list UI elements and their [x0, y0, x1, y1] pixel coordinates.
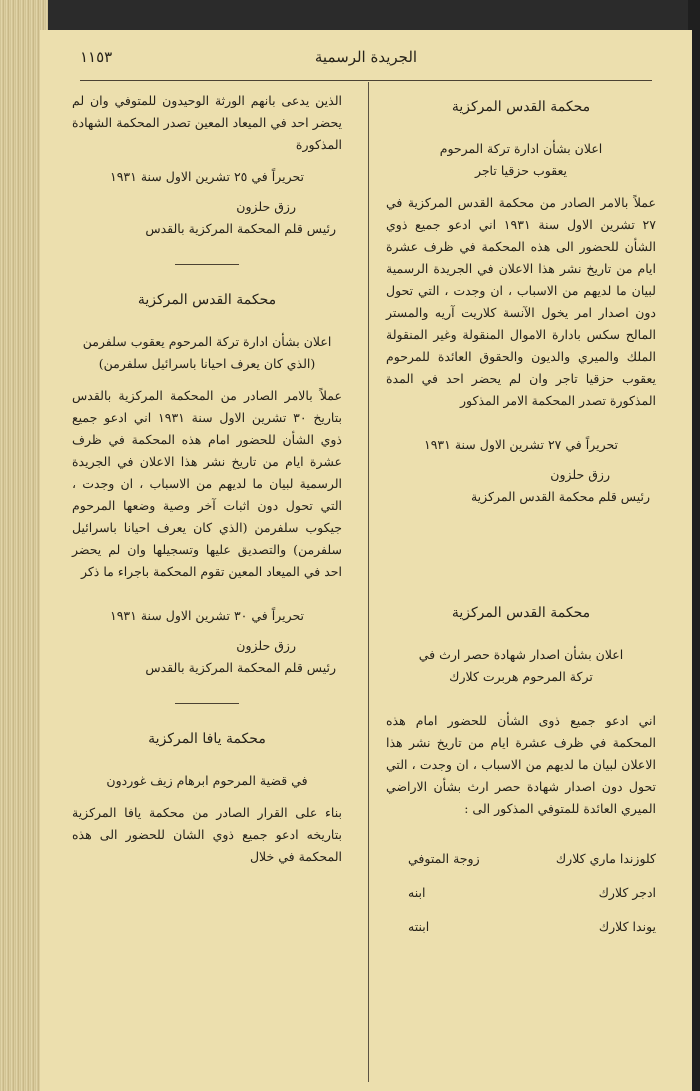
- heir-name: كلوزندا ماري كلارك: [555, 851, 656, 866]
- notice2-subtitle-2: تركة المرحوم هربرت كلارك: [449, 669, 593, 684]
- notice3-signer-title: رئيس قلم المحكمة المركزية بالقدس: [145, 660, 336, 675]
- notice2-body: اني ادعو جميع ذوى الشأن للحضور امام هذه المحكمة في ظرف عشرة ايام من تاريخ نشر هذا الاعلان لبيان ما لديهم من الاسباب ، ان وجدت ، التي تحول دون اصدار شهادة حصر ارث بشأن الاراضي الميري العائدة للمتوفي المذكور الى :: [386, 713, 656, 816]
- notice4-court: محكمة يافا المركزية: [148, 731, 266, 747]
- continuation-signer-title: رئيس قلم المحكمة المركزية بالقدس: [145, 221, 336, 236]
- page-header: [80, 46, 652, 76]
- table-row: [386, 910, 656, 944]
- notice3-subtitle-2: (الذي كان يعرف احيانا باسرائيل سلفرمن): [98, 356, 316, 371]
- notice4-subtitle: في قضية المرحوم ابرهام زيف غوردون: [106, 773, 308, 788]
- notice3-body: عملاً بالامر الصادر من المحكمة المركزية بالقدس بتاريخ ٣٠ تشرين الاول سنة ١٩٣١ اني ادعو جميع ذوي الشأن للحضور امام هذه المحكمة في ظرف عشرة ايام من تاريخ نشر هذا الاعلان في الجريدة الرسمية لبيان ما لديهم من الاسباب ، ان وجدت ، التي تحول دون اثبات آخر وصية وضعها المرحوم جيكوب سلفرمن (الذي كان يعرف احيانا باسرائيل سلفرمن) والتصديق عليها وتسجيلها وان لم يحضر احد في الميعاد المعين تقوم المحكمة باجراء ما ذكر: [72, 388, 342, 579]
- continuation-text: الذين يدعى بانهم الورثة الوحيدون للمتوفي وان لم يحضر احد في الميعاد المعين تصدر المحكمة الشهادة المذكورة: [72, 93, 342, 152]
- notice1-signer-title: رئيس قلم محكمة القدس المركزية: [470, 489, 650, 504]
- notice2-court: محكمة القدس المركزية: [451, 605, 591, 621]
- separator-rule: [175, 264, 239, 265]
- notice3-subtitle-1: اعلان بشأن ادارة تركة المرحوم يعقوب سلفرمن: [82, 334, 332, 349]
- heirs-table: [386, 842, 656, 944]
- table-row: [386, 876, 656, 910]
- notice1-signer-name: رزق حلزون: [550, 467, 610, 482]
- notice3-signer-name: رزق حلزون: [236, 638, 296, 653]
- notice2-subtitle-1: اعلان بشأن اصدار شهادة حصر ارث في: [418, 647, 624, 662]
- notice4-body: بناء على القرار الصادر من محكمة يافا المركزية بتاريخه ادعو جميع ذوي الشان للحضور الى هذه المحكمة في خلال: [72, 805, 342, 864]
- notice1-subtitle-2: يعقوب حزقيا تاجر: [474, 163, 568, 178]
- continuation-signer-name: رزق حلزون: [236, 199, 296, 214]
- header-rule: [80, 80, 652, 81]
- continuation-date: تحريراً في ٢٥ تشرين الاول سنة ١٩٣١: [109, 169, 305, 184]
- heir-name: ادجر كلارك: [598, 885, 656, 900]
- column-divider: [368, 82, 369, 1082]
- notice1-subtitle-1: اعلان بشأن ادارة تركة المرحوم: [439, 141, 603, 156]
- heir-name: يوندا كلارك: [598, 919, 656, 934]
- notice3-court: محكمة القدس المركزية: [137, 292, 277, 308]
- notice3-date: تحريراً في ٣٠ تشرين الاول سنة ١٩٣١: [109, 608, 305, 623]
- table-row: [386, 842, 656, 876]
- page-number: ١١٥٣: [80, 48, 113, 66]
- heir-relation: ابنته: [408, 919, 430, 934]
- heir-relation: زوجة المتوفي: [408, 851, 480, 866]
- notice1-date: تحريراً في ٢٧ تشرين الاول سنة ١٩٣١: [423, 437, 619, 452]
- gazette-page: [40, 30, 692, 1091]
- notice1-court: محكمة القدس المركزية: [451, 99, 591, 115]
- left-column: [72, 90, 342, 868]
- separator-rule: [175, 703, 239, 704]
- heir-relation: ابنه: [408, 885, 426, 900]
- gazette-title: الجريدة الرسمية: [314, 48, 418, 66]
- right-column: [386, 90, 656, 944]
- notice1-body: عملاً بالامر الصادر من محكمة القدس المركزية في ٢٧ تشرين الاول سنة ١٩٣١ اني ادعو جميع ذوي الشأن للحضور الى هذه المحكمة في ظرف عشرة ايام من تاريخ نشر هذا الاعلان في الجريدة الرسمية لبيان ما لديهم من الاسباب ، ان وجدت ، التي تحول دون اصدار امر يخول الآنسة كلاريت آريه والمستر المالح سكس بادارة الاموال المنقولة وغير المنقولة الملك والميري والديون والحقوق العائدة للمرحوم يعقوب حزقيا تاجر وان لم يحضر احد في المدة المذكورة تصدر المحكمة الامر المذكور: [386, 195, 656, 408]
